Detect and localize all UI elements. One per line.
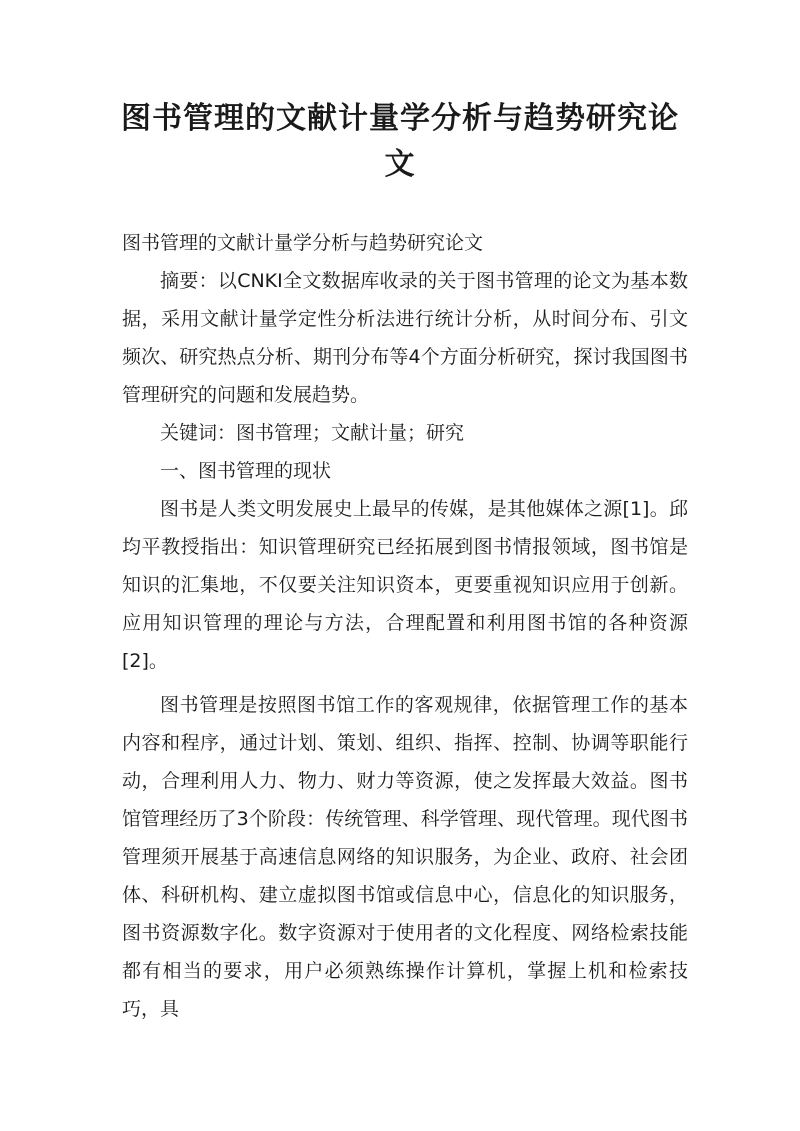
keywords-line: 关键词：图书管理；文献计量；研究: [160, 422, 465, 444]
document-title: 图书管理的文献计量学分析与趋势研究论文: [121, 101, 679, 182]
abstract-paragraph: 摘要：以CNKI全文数据库收录的关于图书管理的论文为基本数据，采用文献计量学定性分析法进行统计分析，从时间分布、引文频次、研究热点分析、期刊分布等4个方面分析研究，探讨我国图书管理研究的问题和发展趋势。: [122, 270, 688, 406]
repeated-title-line: 图书管理的文献计量学分析与趋势研究论文: [122, 232, 484, 254]
document-body: [122, 224, 688, 1028]
body-paragraph: 图书是人类文明发展史上最早的传媒，是其他媒体之源[1]。邱均平教授指出：知识管理研究已经拓展到图书情报领域，图书馆是知识的汇集地，不仅要关注知识资本，更要重视知识应用于创新。应用知识管理的理论与方法，合理配置和利用图书馆的各种资源[2]。: [122, 498, 688, 672]
section-heading: 一、图书管理的现状: [160, 460, 332, 482]
body-paragraph: 图书管理是按照图书馆工作的客观规律，依据管理工作的基本内容和程序，通过计划、策划、组织、指挥、控制、协调等职能行动，合理利用人力、物力、财力等资源，使之发挥最大效益。图书馆管理经历了3个阶段：传统管理、科学管理、现代管理。现代图书管理须开展基于高速信息网络的知识服务，为企业、政府、社会团体、科研机构、建立虚拟图书馆或信息中心，信息化的知识服务，图书资源数字化。数字资源对于使用者的文化程度、网络检索技能都有相当的要求，用户必须熟练操作计算机，掌握上机和检索技巧，具: [122, 694, 688, 1020]
